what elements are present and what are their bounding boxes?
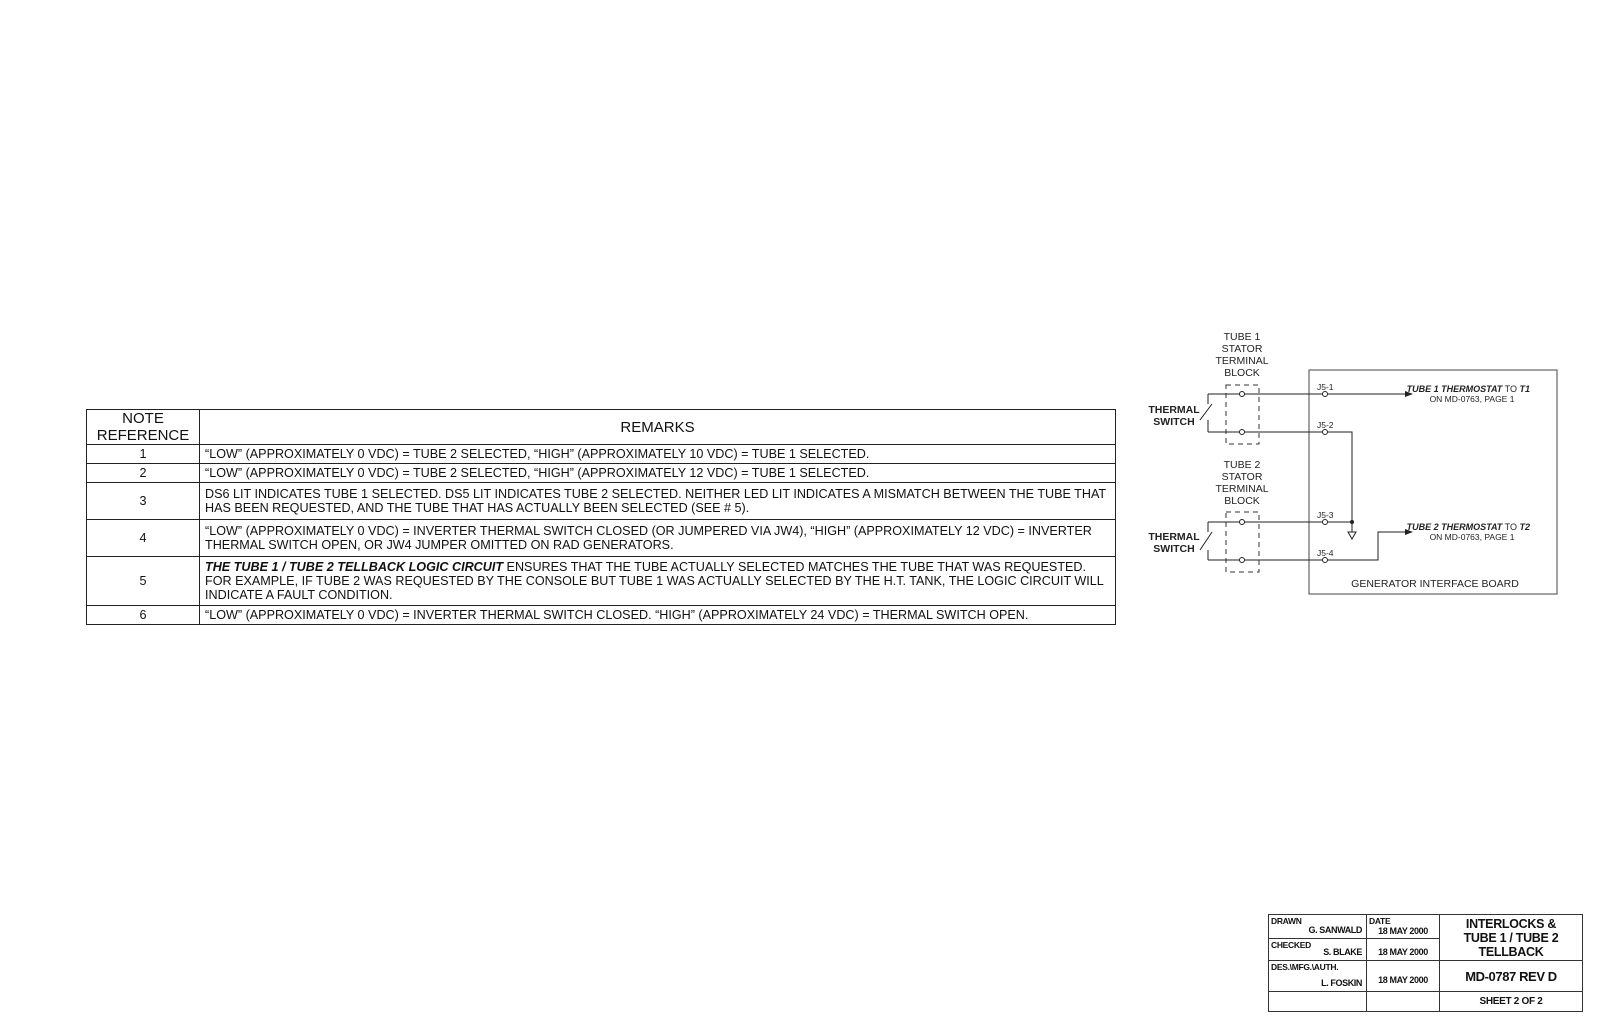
tube1-target: T1 bbox=[1519, 384, 1530, 394]
header-ref-line2: REFERENCE bbox=[96, 427, 190, 444]
tube1-to-text: TO bbox=[1502, 384, 1520, 394]
thermal-switch-1-symbol bbox=[1200, 394, 1240, 432]
checked-cell bbox=[1269, 939, 1367, 961]
tube1-label-line3: TERMINAL bbox=[1215, 355, 1269, 367]
tube2-target: T2 bbox=[1519, 522, 1530, 532]
drawing-title bbox=[1440, 917, 1582, 959]
note-ref-cell: 2 bbox=[87, 464, 200, 483]
title-line3: TELLBACK bbox=[1478, 944, 1544, 959]
wires bbox=[1245, 394, 1412, 560]
note-ref-cell: 5 bbox=[87, 557, 200, 606]
pin-label-j5-1: J5-1 bbox=[1317, 382, 1334, 392]
note-ref-cell: 6 bbox=[87, 606, 200, 625]
generator-interface-board-label: GENERATOR INTERFACE BOARD bbox=[1351, 578, 1519, 590]
tube1-label-line1: TUBE 1 bbox=[1223, 331, 1261, 343]
note-ref-cell: 1 bbox=[87, 445, 200, 464]
thermal-switch-2-line2: SWITCH bbox=[1153, 543, 1195, 555]
remarks-cell: “LOW” (APPROXIMATELY 0 VDC) = TUBE 2 SELECTED, “HIGH” (APPROXIMATELY 12 VDC) = TUBE 1 SELECTED. bbox=[200, 464, 1116, 483]
pin-labels bbox=[1317, 382, 1334, 558]
note-ref-cell: 4 bbox=[87, 520, 200, 557]
terminal-circle bbox=[1240, 520, 1245, 525]
remarks-header: REMARKS bbox=[200, 410, 1116, 445]
remarks-cell: “LOW” (APPROXIMATELY 0 VDC) = INVERTER THERMAL SWITCH CLOSED. “HIGH” (APPROXIMATELY 24 VDC) = THERMAL SWITCH OPEN. bbox=[200, 606, 1116, 625]
checked-date: 18 MAY 2000 bbox=[1378, 946, 1428, 957]
tube2-output-ref: ON MD-0763, PAGE 1 bbox=[1429, 532, 1515, 542]
terminal-circle bbox=[1240, 392, 1245, 397]
checked-label: CHECKED bbox=[1271, 940, 1311, 950]
drawing-number: MD-0787 REV D bbox=[1440, 961, 1583, 992]
thermal-switch-2-symbol bbox=[1200, 522, 1240, 560]
tube2-label-line4: BLOCK bbox=[1224, 495, 1260, 507]
thermal-switch-2-label bbox=[1148, 531, 1200, 555]
thermal-switch-1-line1: THERMAL bbox=[1148, 404, 1200, 416]
pin-circle bbox=[1323, 392, 1328, 397]
thermal-switch-2-line1: THERMAL bbox=[1148, 531, 1200, 543]
title-block bbox=[1268, 914, 1583, 1012]
sheet-number: SHEET 2 OF 2 bbox=[1440, 992, 1583, 1012]
title-line2: TUBE 1 / TUBE 2 bbox=[1463, 930, 1559, 945]
terminal-circle bbox=[1240, 430, 1245, 435]
thermal-switch-1-label bbox=[1148, 404, 1200, 428]
drawn-label: DRAWN bbox=[1271, 916, 1302, 926]
empty-cell bbox=[1269, 992, 1367, 1012]
remarks-bold-phrase: THE TUBE 1 / TUBE 2 TELLBACK LOGIC CIRCUIT bbox=[205, 559, 504, 574]
tube2-label-line1: TUBE 2 bbox=[1223, 459, 1261, 471]
title-line1: INTERLOCKS & bbox=[1465, 916, 1557, 931]
tube2-thermostat-output bbox=[1407, 522, 1530, 532]
junction-dot bbox=[1350, 520, 1354, 524]
remarks-cell: “LOW” (APPROXIMATELY 0 VDC) = INVERTER THERMAL SWITCH CLOSED (OR JUMPERED VIA JW4), “HIGH” (APPROXIMATELY 12 VDC) = INVERTER THERMAL SWITCH OPEN, OR JW4 JUMPER OMITTED ON RAD GENERATORS. bbox=[200, 520, 1116, 557]
ground-symbol bbox=[1348, 532, 1356, 539]
tube1-stator-block-label bbox=[1215, 331, 1268, 379]
pin-label-j5-3: J5-3 bbox=[1317, 510, 1334, 520]
tube1-output-ref: ON MD-0763, PAGE 1 bbox=[1429, 394, 1515, 404]
auth-label: DES.\MFG.\AUTH. bbox=[1271, 962, 1339, 972]
auth-cell bbox=[1269, 961, 1367, 992]
checked-by: S. BLAKE bbox=[1323, 947, 1362, 957]
note-ref-cell: 3 bbox=[87, 483, 200, 520]
remarks-cell: DS6 LIT INDICATES TUBE 1 SELECTED. DS5 LIT INDICATES TUBE 2 SELECTED. NEITHER LED LIT INDICATES A MISMATCH BETWEEN THE TUBE THAT HAS BEEN REQUESTED, AND THE TUBE THAT HAS ACTUALLY BEEN SELECTED (SEE # 5). bbox=[200, 483, 1116, 520]
pin-circle bbox=[1323, 520, 1328, 525]
pin-circle bbox=[1323, 430, 1328, 435]
remarks-cell: “LOW” (APPROXIMATELY 0 VDC) = TUBE 2 SELECTED, “HIGH” (APPROXIMATELY 10 VDC) = TUBE 1 SELECTED. bbox=[200, 445, 1116, 464]
tube1-label-line4: BLOCK bbox=[1224, 367, 1260, 379]
date-label: DATE bbox=[1369, 916, 1391, 926]
auth-date-cell bbox=[1367, 961, 1440, 992]
pin-label-j5-4: J5-4 bbox=[1317, 548, 1334, 558]
tube1-thermostat-output bbox=[1407, 384, 1530, 394]
auth-date: 18 MAY 2000 bbox=[1378, 975, 1428, 985]
tube2-stator-block-label bbox=[1215, 459, 1268, 507]
drawn-cell bbox=[1269, 915, 1367, 939]
header-ref-line1: NOTE bbox=[122, 410, 164, 427]
drawn-date: 18 MAY 2000 bbox=[1378, 925, 1428, 936]
tube2-thermostat-bold: TUBE 2 THERMOSTAT bbox=[1406, 522, 1503, 532]
tube2-label-line2: STATOR bbox=[1221, 471, 1263, 483]
drawing-title-cell bbox=[1440, 915, 1583, 961]
pin-circle bbox=[1323, 558, 1328, 563]
thermal-switch-1-line2: SWITCH bbox=[1153, 416, 1195, 428]
remarks-text: ENSURES THAT THE TUBE ACTUALLY SELECTED MATCHES THE TUBE THAT WAS REQUESTED. FOR EXAMPLE, IF TUBE 2 WAS REQUESTED BY THE CONSOLE BUT TUBE 1 WAS ACTUALLY SELECTED BY THE H.T. TANK, THE LOGIC CIRCUIT WILL INDICATE A FAULT CONDITION. bbox=[205, 559, 1104, 603]
tube1-thermostat-bold: TUBE 1 THERMOSTAT bbox=[1406, 384, 1503, 394]
auth-by: L. FOSKIN bbox=[1321, 978, 1362, 988]
drawn-date-cell bbox=[1367, 915, 1440, 939]
checked-date-cell bbox=[1367, 939, 1440, 961]
tube1-label-line2: STATOR bbox=[1221, 343, 1263, 355]
pin-label-j5-2: J5-2 bbox=[1317, 420, 1334, 430]
terminal-circle bbox=[1240, 558, 1245, 563]
drawn-by: G. SANWALD bbox=[1308, 925, 1362, 935]
tube2-to-text: TO bbox=[1502, 522, 1520, 532]
empty-cell bbox=[1367, 992, 1440, 1012]
tube2-label-line3: TERMINAL bbox=[1215, 483, 1269, 495]
